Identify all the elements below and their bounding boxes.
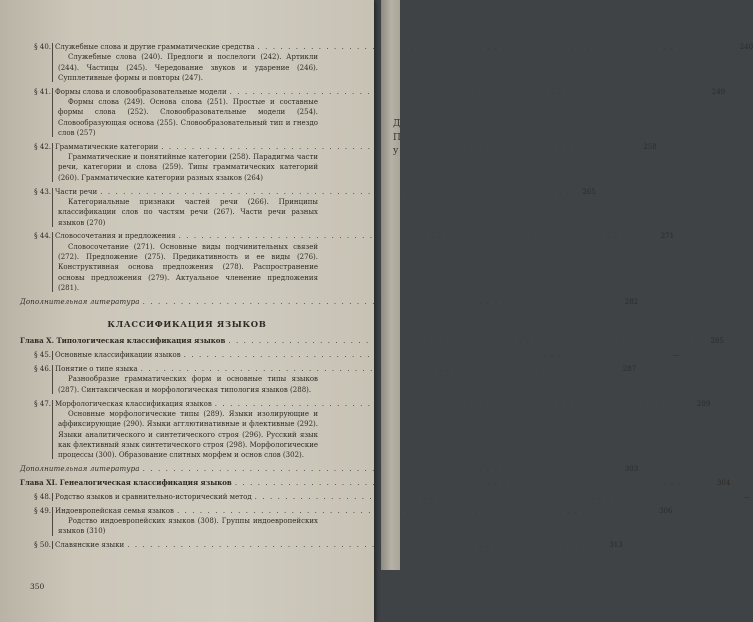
toc-entry-50 (18, 540, 623, 550)
page-ref: 271 (660, 232, 675, 241)
page-number: 350 (30, 582, 45, 591)
toc-entry-46 (18, 364, 637, 395)
next-page-fragment: Д П у (393, 119, 401, 156)
literature-title: Дополнительная литература (20, 465, 140, 474)
page-ref: 285 (710, 337, 724, 346)
leader-dots (235, 478, 706, 488)
page-ref: 249 (711, 87, 726, 96)
toc-entry-42 (18, 142, 657, 183)
section-number: § 47. (34, 399, 51, 408)
entry-rule (52, 493, 53, 501)
chapter-title: Глава XI. Генеалогическая классификация языков (20, 477, 232, 487)
section-title: Словосочетания и предложения (55, 232, 176, 241)
leader-dots (127, 540, 598, 550)
page-ref: — (672, 351, 680, 360)
page-ref: 304 (716, 478, 731, 487)
entry-rule (52, 43, 53, 82)
section-description: Служебные слова (240). Предлоги и послелоги (242). Артикли (244). Частицы (245). Чередование звуков и ударение (246). Супплетивные формы и повторы (247). (58, 53, 318, 82)
entry-rule (52, 507, 53, 536)
section-title: Части речи (55, 187, 98, 196)
page-ref: 287 (622, 365, 637, 374)
section-number: § 49. (34, 506, 51, 515)
entry-rule (52, 400, 53, 460)
section-number: § 41. (34, 87, 51, 96)
section-description: Разнообразие грамматических форм и основные типы языков (287). Синтаксическая и морфологическая типология языков (288). (58, 375, 318, 394)
section-heading: КЛАССИФИКАЦИЯ ЯЗЫКОВ (107, 319, 267, 330)
page-ref: 240 (739, 43, 753, 51)
section-title: Формы слова и словообразовательные модели (55, 87, 227, 96)
section-description: Грамматические и понятийные категории (258). Парадигма части речи, категории и слова (259). Типы грамматических категорий (260). Грамматические категории разных языков (264) (58, 153, 318, 182)
section-title: Индоевропейская семья языков (55, 506, 174, 515)
section-number: § 42. (34, 142, 51, 151)
additional-literature-1 (18, 297, 639, 307)
toc-entry-47 (18, 399, 711, 461)
leader-dots (228, 336, 699, 346)
section-description: Категориальные признаки частей речи (266). Принципы классификации слов по частям речи (267). Части речи разных языков (270) (58, 197, 318, 227)
toc-entry-44 (18, 231, 675, 293)
section-title: Основные классификации языков (55, 351, 181, 360)
next-page-edge (381, 0, 400, 570)
leader-dots (184, 350, 655, 360)
section-title: Славянские языки (55, 541, 125, 550)
section-number: § 45. (34, 351, 51, 360)
section-title: Понятие о типе языка (55, 365, 138, 374)
section-description: Основные морфологические типы (289). Языки изолирующие и аффиксирующие (290). Языки агглютинативные и флективные (292). Языки аналитического и синтетического строя (296). Русский язык как флективный язык синтетического строя (298). Морфологические процессы (300). Образование слитных морфем и основ слов (302). (58, 409, 318, 460)
page-ref: — (743, 492, 751, 501)
page-ref: 303 (624, 465, 639, 474)
toc-entry-49 (18, 506, 673, 537)
section-description: Словосочетание (271). Основные виды подчинительных связей (272). Предложение (275). Предикативность и ее виды (276). Конструктивная основа предложения (278). Распространение основы предложения (279). Актуальное членение предложения (281). (58, 242, 318, 292)
leader-dots (177, 506, 648, 516)
toc-entry-40 (18, 42, 753, 83)
page-ref: 265 (582, 187, 596, 196)
leader-dots (230, 87, 701, 97)
leader-dots (255, 492, 726, 502)
entry-rule (52, 365, 53, 394)
entry-rule (52, 143, 53, 182)
toc-entry-45 (18, 350, 680, 360)
section-number: § 43. (34, 187, 51, 196)
page-ref: 289 (696, 399, 711, 408)
section-title: Морфологическая классификация языков (55, 399, 212, 408)
section-number: § 44. (34, 232, 51, 241)
toc-entry-43 (18, 187, 596, 228)
chapter-11 (18, 477, 731, 488)
leader-dots (141, 364, 612, 374)
leader-dots (179, 231, 650, 241)
entry-rule (52, 88, 53, 137)
section-description: Родство индоевропейских языков (308). Группы индоевропейских языков (310) (58, 517, 318, 536)
page-ref: 258 (643, 142, 657, 151)
chapter-10 (18, 336, 724, 346)
section-title: Родство языков и сравнительно-исторический метод (55, 492, 252, 501)
page-ref: 282 (624, 297, 639, 306)
additional-literature-2 (18, 464, 639, 474)
entry-rule (52, 232, 53, 292)
toc-entry-48 (18, 492, 751, 502)
section-number: § 50. (34, 541, 51, 550)
leader-dots (100, 187, 571, 197)
leader-dots (258, 42, 729, 52)
section-number: § 48. (34, 492, 51, 501)
leader-dots (143, 464, 614, 474)
page-ref: 306 (659, 506, 673, 515)
section-number: § 46. (34, 365, 51, 374)
chapter-title: Глава X. Типологическая классификация языков (20, 336, 226, 346)
section-title: Грамматические категории (55, 142, 159, 151)
entry-rule (52, 541, 53, 549)
literature-title: Дополнительная литература (20, 297, 140, 306)
section-description: Формы слова (249). Основа слова (251). Простые и составные формы слова (252). Словообразовательные модели (254). Словообразующая основа (255). Словообразовательный тип и гнездо слов (257) (58, 98, 318, 137)
page-ref: 313 (609, 541, 623, 550)
leader-dots (143, 297, 614, 307)
entry-rule (52, 188, 53, 227)
entry-rule (52, 351, 53, 359)
section-number: § 40. (34, 43, 51, 51)
section-title: Служебные слова и другие грамматические средства (55, 43, 255, 51)
leader-dots (215, 399, 686, 409)
